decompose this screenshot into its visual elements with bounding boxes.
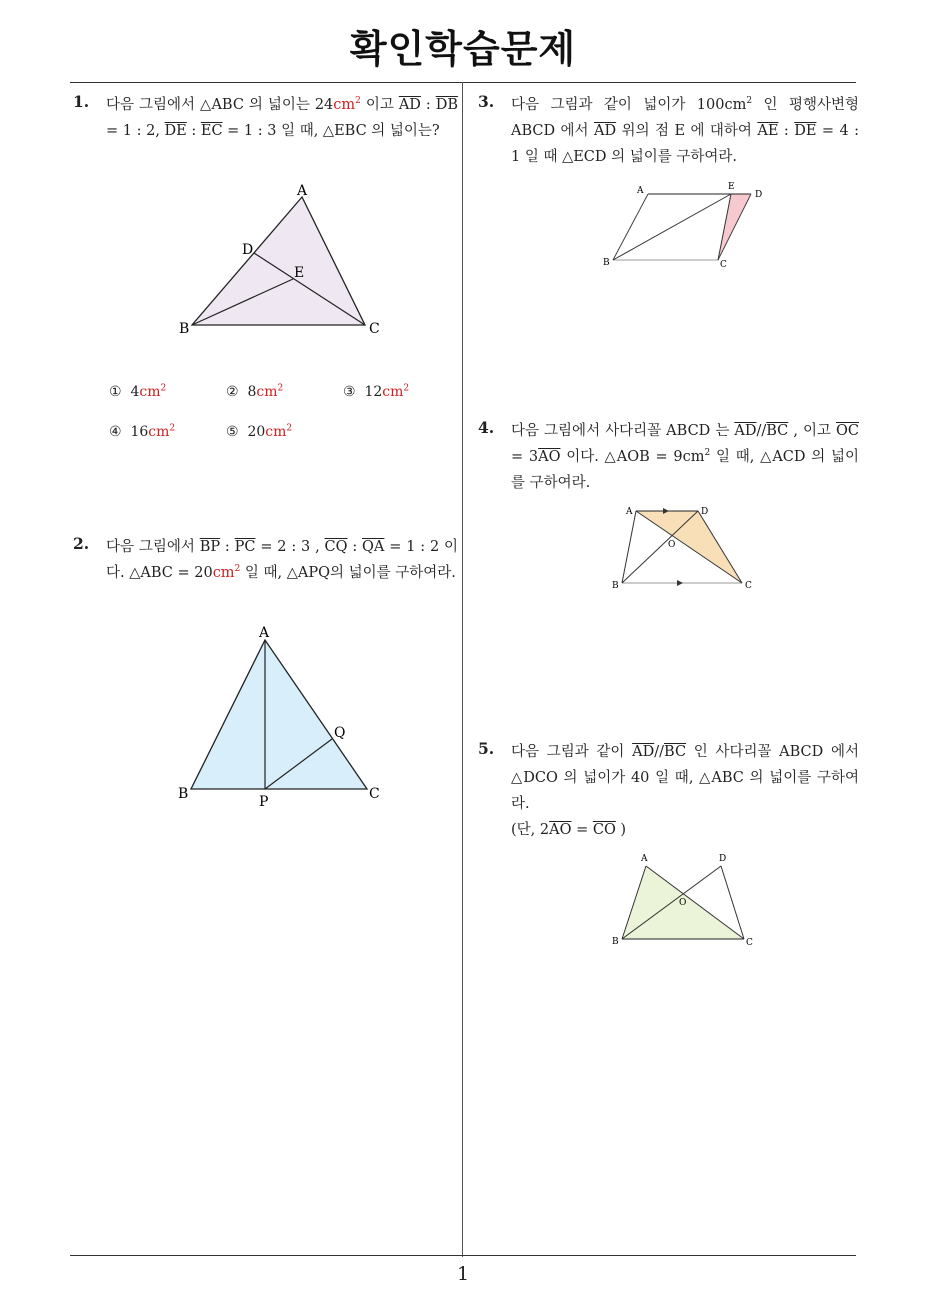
unit: $cm^2$ [333,96,361,113]
question-number: 4. [478,418,495,437]
label-b: B [612,937,619,947]
question-number: 1. [73,92,90,111]
label-d: D [719,854,727,864]
question-4 [478,418,868,498]
figure-1 [170,178,390,348]
question-text: 다음 그림에서 △ABC 의 넓이는 $24cm^2$ 이고 $\overline{AD}$ : $\overline{DB} = 1$ : 2, $\overline{DE}$ : $\overline{EC} = 1$ : 3 일 때, △EBC 의 넓이는? [106,96,458,139]
label-c: C [745,581,752,591]
label-c: C [369,321,380,337]
triangle-abc [191,640,367,789]
label-d: D [755,190,763,200]
question-number: 3. [478,92,495,111]
question-number: 5. [478,739,495,758]
bottom-rule [70,1255,856,1256]
unit: $cm^2$ [212,564,241,581]
choice-5[interactable]: ⑤ $20cm^2$ [226,423,293,440]
question-3 [478,92,868,172]
label-b: B [612,581,619,591]
question-number: 2. [73,534,90,553]
page-title: 확인학습문제 [349,27,577,71]
choice-3[interactable]: ③ $12cm^2$ [343,383,410,400]
question-5 [478,739,868,849]
label-b: B [178,786,189,802]
label-e: E [728,182,735,192]
label-q: Q [334,725,346,741]
question-text: 다음 그림과 같이 넓이가 $100cm^2$ 인 평행사변형 ABCD 에서 $\overline{AD}$ 위의 점 E 에 대하여 $\overline{AE}$ : $\overline{DE} = 4$ : 1 일 때 △ECD 의 넓이를 구하여라. [511,96,859,165]
label-d: D [701,507,709,517]
choice-2[interactable]: ② $8cm^2$ [226,383,284,400]
label-p: P [259,794,269,810]
figure-4 [605,500,765,592]
page-number: 1 [456,1263,470,1285]
question-text: 다음 그림과 같이 $\overline{AD}//\overline{BC}$ 인 사다리꼴 ABCD 에서 △DCO 의 넓이가 40 일 때, △ABC 의 넓이를 구하여라. (단, $2\overline{AO} = \overline{CO}$ ) [511,744,859,838]
label-d: D [242,242,254,258]
label-a: A [637,186,644,196]
label-b: B [179,321,190,337]
figure-5 [605,850,765,950]
label-c: C [720,260,727,270]
choice-1[interactable]: ① $4cm^2$ [109,383,167,400]
parallel-arrow-bottom [677,580,683,586]
choice-4[interactable]: ④ $16cm^2$ [109,423,176,440]
label-o: O [668,540,676,550]
label-c: C [369,786,380,802]
question-text: 다음 그림에서 $\overline{BP}$ : $\overline{PC} = 2$ : 3 , $\overline{CQ}$ : $\overline{QA} = 1$ : 2 이다. △ABC = $20cm^2$ 일 때, △APQ의 넓이를 구하여라. [106,539,459,581]
label-a: A [641,854,648,864]
question-text: 다음 그림에서 사다리꼴 ABCD 는 $\overline{AD}//\overline{BC}$ , 이고 $\overline{OC} = 3\overline{AO}$ 이다. △AOB = $9cm^2$ 일 때, △ACD 의 넓이를 구하여라. [511,423,859,491]
triangle-abc [192,197,365,325]
label-b: B [603,258,610,268]
label-c: C [746,938,753,948]
figure-3 [598,178,770,273]
top-rule [70,82,856,83]
question-2 [73,534,463,624]
label-a: A [626,507,633,517]
label-a: A [297,183,308,199]
label-e: E [294,265,305,281]
label-a: A [259,625,270,641]
figure-2 [170,620,390,815]
label-o: O [679,898,687,908]
